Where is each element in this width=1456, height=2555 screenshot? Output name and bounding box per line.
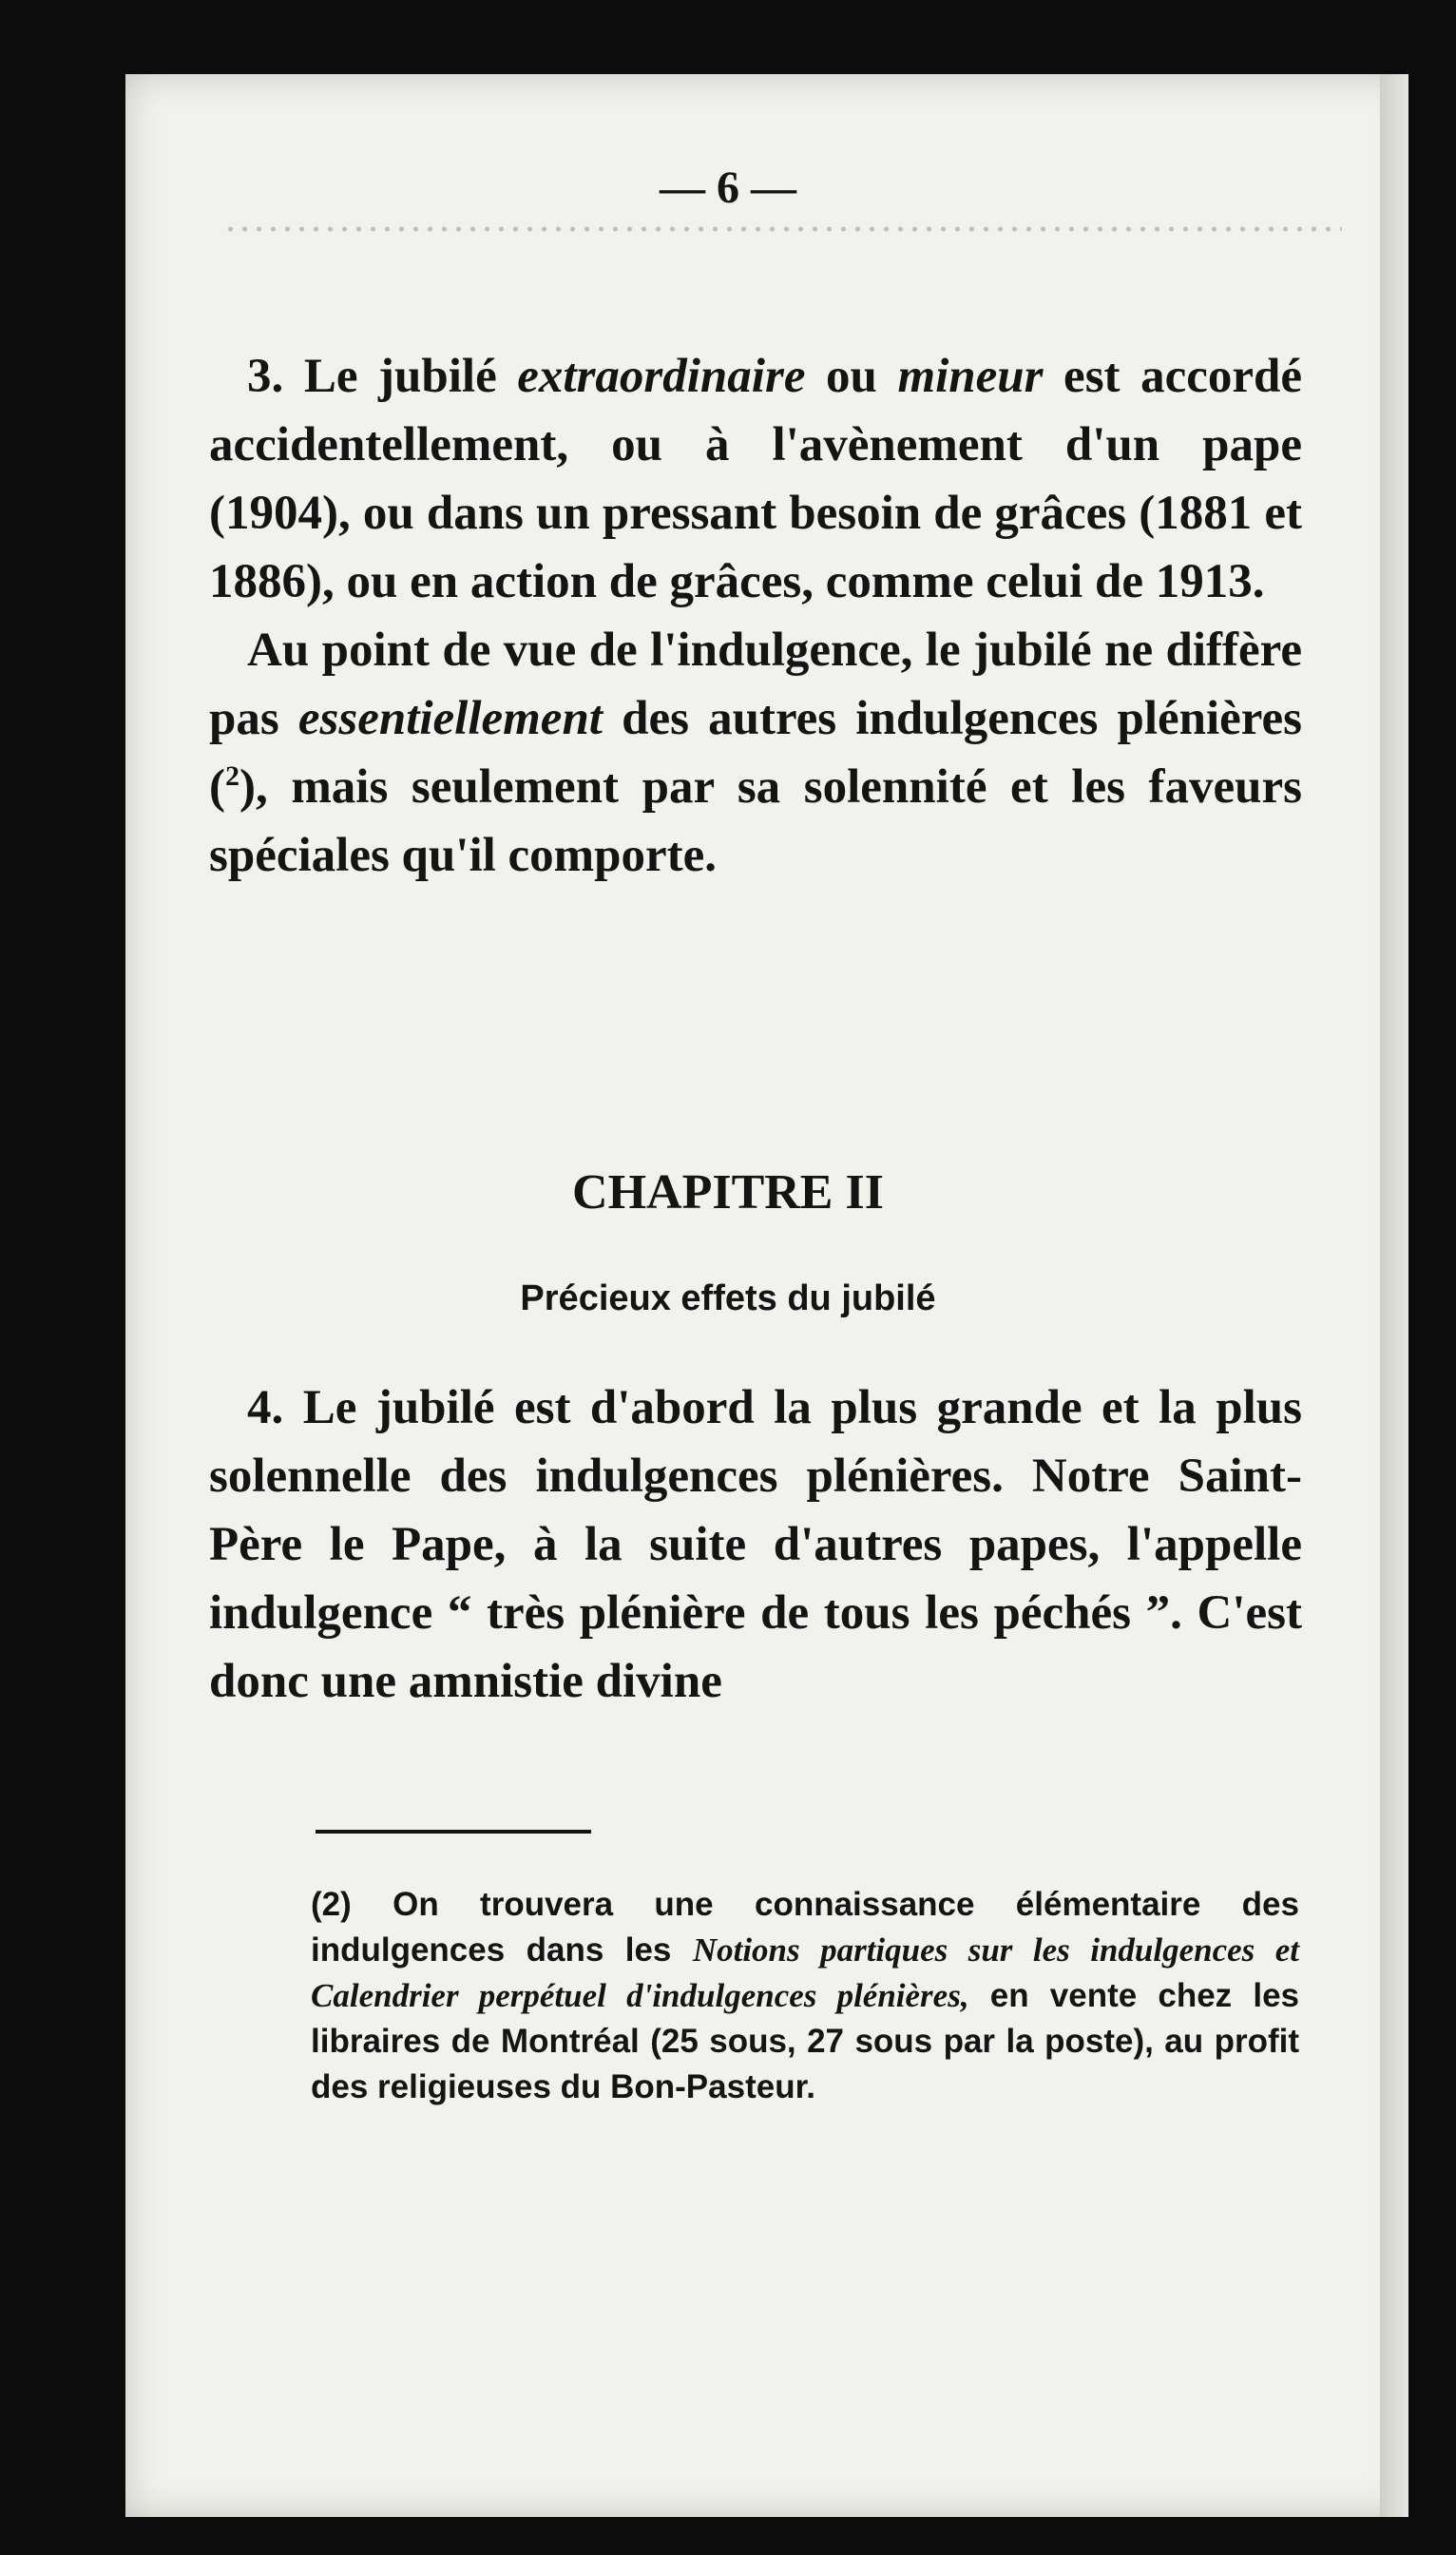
section-3 bbox=[209, 342, 1302, 890]
ornamental-dot-rule bbox=[223, 222, 1342, 236]
text-run: Le jubilé bbox=[303, 350, 518, 403]
footnote-rule bbox=[316, 1830, 591, 1834]
italic-text: mineur bbox=[897, 350, 1044, 403]
footnote-ref: 2 bbox=[224, 760, 239, 792]
footnote-mark: (2) bbox=[311, 1886, 352, 1923]
text-run: en vente chez les libraires de Montréal (25 sous, 27 sous par la poste), au profit des religieuses du Bon-Pasteur. bbox=[311, 1977, 1299, 2105]
chapter-title: CHAPITRE II bbox=[572, 1165, 884, 1220]
paragraph-number: 3. bbox=[247, 350, 284, 403]
text-run: Le jubilé est d'abord la plus grande et la plus solennelle des indulgences plénières. Notre Saint-Père le Pape, à la suite d'autres papes, l'appelle indulgence “ très plénière de tous les péchés ”. C'est donc une amnistie divine bbox=[209, 1381, 1303, 1708]
paragraph-indulgence bbox=[209, 616, 1302, 890]
paragraph-number: 4. bbox=[247, 1381, 284, 1434]
italic-text: extraordinaire bbox=[517, 350, 806, 403]
text-run: On trouvera une connaissance élémentaire des indulgences dans les bbox=[311, 1886, 1299, 1969]
text-run: des autres indulgences plénières ( bbox=[209, 692, 1303, 814]
chapter-subtitle: Précieux effets du jubilé bbox=[520, 1278, 936, 1318]
italic-text: essentiellement bbox=[297, 692, 603, 745]
text-run: ou bbox=[805, 350, 898, 403]
italic-text: Notions partiques sur les indulgences et Calendrier perpétuel d'indulgences plénières, bbox=[311, 1931, 1299, 2014]
footnote bbox=[311, 1882, 1299, 2110]
section-4 bbox=[209, 1374, 1302, 1716]
page-number: — 6 — bbox=[660, 163, 796, 213]
text-run: ), mais seulement par sa solennité et les faveurs spéciales qu'il comporte. bbox=[209, 760, 1302, 882]
paragraph-4 bbox=[209, 1374, 1302, 1716]
text-run: est accordé accidentellement, ou à l'avènement d'un pape (1904), ou dans un pressant besoin de grâces (1881 et 1886), ou en action de grâces, comme celui de 1913. bbox=[209, 350, 1302, 608]
paragraph-3 bbox=[209, 342, 1302, 616]
text-run: Au point de vue de l'indulgence, le jubilé ne diffère pas bbox=[209, 624, 1302, 745]
